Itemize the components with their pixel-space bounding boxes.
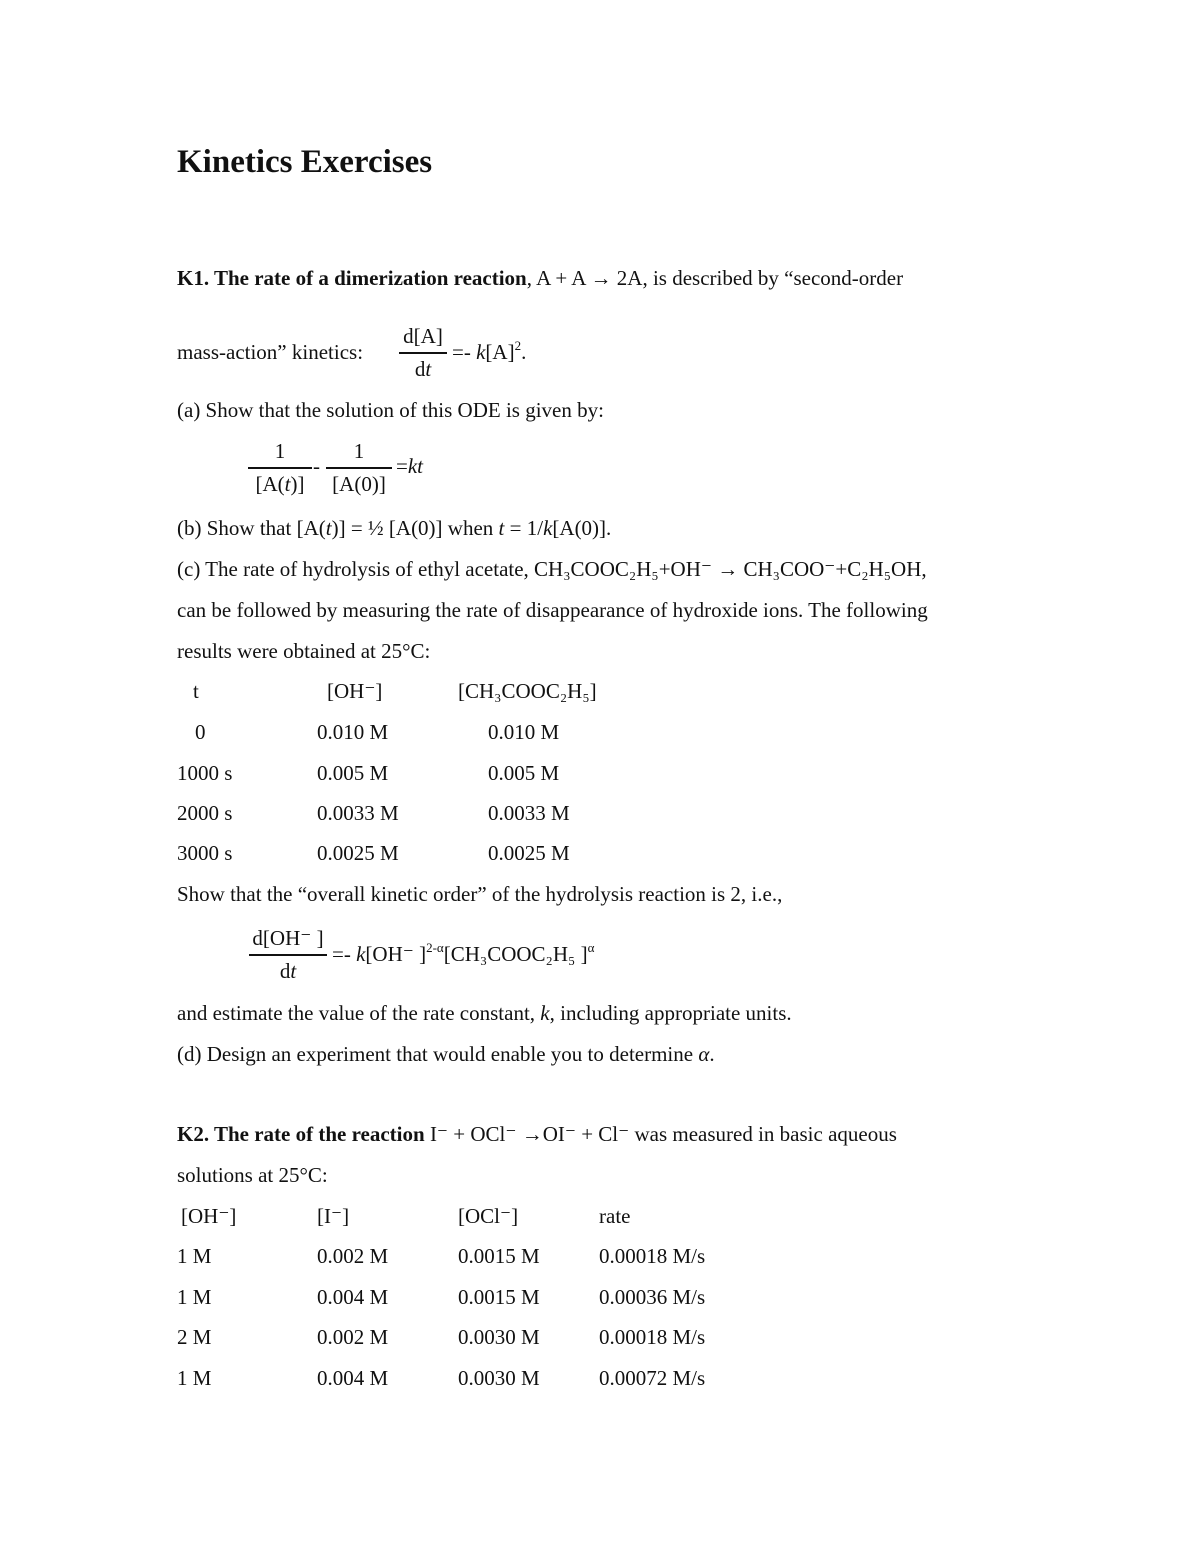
- k2-rest: was measured in basic aqueous: [629, 1122, 897, 1146]
- k1-part-a: (a) Show that the solution of this ODE is given by:: [177, 398, 604, 422]
- k2-table-header-ocl: [OCl⁻]: [458, 1204, 519, 1228]
- k1-part-d: (d) Design an experiment that would enable you to determine α.: [177, 1042, 715, 1066]
- eq1-fraction-bar: [399, 352, 447, 354]
- table-cell: 2 M: [177, 1325, 212, 1349]
- k1-part-c-line1: (c) The rate of hydrolysis of ethyl acetate, CH₃COOC₂H₅+OH⁻ → CH₃COO⁻+C₂H₅OH,: [177, 557, 927, 581]
- eq3-numerator: d[OH⁻ ]: [252, 926, 324, 950]
- table-cell: 0.0030 M: [458, 1325, 540, 1349]
- table-cell: 0.002 M: [317, 1244, 389, 1268]
- eq2-bar-1: [248, 467, 312, 469]
- k1-mass-action: mass-action” kinetics:: [177, 340, 364, 364]
- k1-part-c-line2: can be followed by measuring the rate of disappearance of hydroxide ions. The following: [177, 598, 928, 622]
- eq1-numerator: d[A]: [403, 324, 443, 348]
- k1-table-header-t: t: [193, 679, 199, 703]
- table-cell: 0.0033 M: [317, 801, 399, 825]
- k2-heading: K2. The rate of the reaction: [177, 1122, 425, 1146]
- table-cell: 0.010 M: [317, 720, 389, 744]
- table-cell: 0.0030 M: [458, 1366, 540, 1390]
- eq2-fraction-2: [326, 441, 392, 495]
- eq2-num-1: 1: [274, 439, 286, 463]
- table-cell: 0.00036 M/s: [599, 1285, 706, 1309]
- table-cell: 0.0015 M: [458, 1244, 540, 1268]
- eq1-denominator: dt: [414, 356, 432, 381]
- k1-part-c-line3: results were obtained at 25°C:: [177, 639, 431, 663]
- k1-table-header-oh: [OH⁻]: [327, 679, 383, 703]
- table-cell: 3000 s: [177, 841, 233, 865]
- eq3-bar: [249, 954, 327, 956]
- k1-heading: K1. The rate of a dimerization reaction: [177, 266, 527, 290]
- table-cell: 0.010 M: [488, 720, 560, 744]
- k2-reaction: I⁻ + OCl⁻ →OI⁻ + Cl⁻: [424, 1122, 630, 1146]
- eq3-rhs: =- k[OH⁻ ]$^{2-\alpha}$[CH₃COOC₂H₅ ]$^\alpha$: [332, 940, 595, 966]
- page-title: Kinetics Exercises: [177, 144, 433, 180]
- k2-intro: [177, 1124, 897, 1145]
- eq2-den-1: [A(t)]: [255, 471, 305, 496]
- eq2-den-2: [A(0)]: [332, 471, 386, 496]
- table-cell: 0.0015 M: [458, 1285, 540, 1309]
- table-cell: 0.002 M: [317, 1325, 389, 1349]
- k1-intro-rest: , A + A → 2A, is described by “second-order: [526, 266, 904, 290]
- table-cell: 2000 s: [177, 801, 233, 825]
- k1-part-b: (b) Show that [A(t)] = ½ [A(0)] when t = 1/k[A(0)].: [177, 516, 612, 540]
- table-cell: 1000 s: [177, 761, 233, 785]
- k1-table-header-ester: [CH₃COOC₂H₅]: [458, 679, 597, 703]
- table-cell: 1 M: [177, 1285, 212, 1309]
- k2-table-header-i: [I⁻]: [317, 1204, 350, 1228]
- table-cell: 0.004 M: [317, 1285, 389, 1309]
- table-cell: 0.005 M: [317, 761, 389, 785]
- eq2-minus: -: [313, 454, 320, 478]
- eq3-denominator: dt: [279, 958, 297, 983]
- k1-intro: [177, 268, 903, 289]
- eq1-rhs: =- $k[A]^2$.: [452, 338, 527, 364]
- eq2-rhs: =kt: [396, 454, 423, 478]
- table-cell: 0.00072 M/s: [599, 1366, 706, 1390]
- eq2-num-2: 1: [353, 439, 365, 463]
- table-cell: 0.0033 M: [488, 801, 570, 825]
- k1-show-order: Show that the “overall kinetic order” of the hydrolysis reaction is 2, i.e.,: [177, 882, 783, 906]
- eq2-bar-2: [326, 467, 392, 469]
- table-cell: 0.00018 M/s: [599, 1244, 706, 1268]
- k1-estimate: and estimate the value of the rate constant, k, including appropriate units.: [177, 1001, 792, 1025]
- table-cell: 0.0025 M: [488, 841, 570, 865]
- table-cell: 0: [195, 720, 206, 744]
- eq3-fraction: [249, 928, 327, 982]
- table-cell: 0.004 M: [317, 1366, 389, 1390]
- eq2-fraction-1: [248, 441, 312, 495]
- table-cell: 1 M: [177, 1366, 212, 1390]
- k2-table-header-rate: rate: [599, 1204, 631, 1228]
- eq1-fraction: [399, 326, 447, 380]
- table-cell: 1 M: [177, 1244, 212, 1268]
- k2-table-header-oh: [OH⁻]: [181, 1204, 237, 1228]
- k2-line2: solutions at 25°C:: [177, 1163, 328, 1187]
- table-cell: 0.0025 M: [317, 841, 399, 865]
- table-cell: 0.005 M: [488, 761, 560, 785]
- table-cell: 0.00018 M/s: [599, 1325, 706, 1349]
